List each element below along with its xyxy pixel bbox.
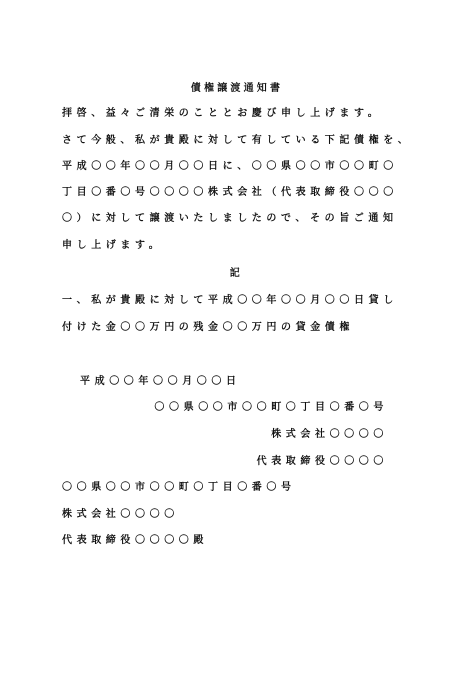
body-line-4: 丁目〇番〇号〇〇〇〇株式会社（代表取締役〇〇〇 [62,187,398,198]
body-line-5: 〇）に対して譲渡いたしましたので、その旨ご通知 [62,213,398,224]
recipient-address: 〇〇県〇〇市〇〇町〇丁目〇番〇号 [62,482,296,493]
sender-company: 株式会社〇〇〇〇 [271,429,388,440]
body-line-1: 拝啓、益々ご清栄のこととお慶び申し上げます。 [62,108,383,119]
recipient-company: 株式会社〇〇〇〇 [62,509,179,520]
item-line-2: 付けた金〇〇万円の残金〇〇万円の貸金債権 [62,322,354,333]
notice-date: 平成〇〇年〇〇月〇〇日 [80,376,241,387]
ki-heading: 記 [229,268,245,279]
recipient-representative: 代表取締役〇〇〇〇殿 [62,535,208,546]
body-line-2: さて今般、私が貴殿に対して有している下記債権を、 [62,135,413,146]
sender-address: 〇〇県〇〇市〇〇町〇丁目〇番〇号 [154,402,388,413]
body-line-6: 申し上げます。 [62,240,164,251]
document-title: 債権譲渡通知書 [190,83,284,94]
sender-representative: 代表取締役〇〇〇〇 [256,456,388,467]
body-line-3: 平成〇〇年〇〇月〇〇日に、〇〇県〇〇市〇〇町〇 [62,161,398,172]
item-line-1: 一、私が貴殿に対して平成〇〇年〇〇月〇〇日貸し [62,295,398,306]
